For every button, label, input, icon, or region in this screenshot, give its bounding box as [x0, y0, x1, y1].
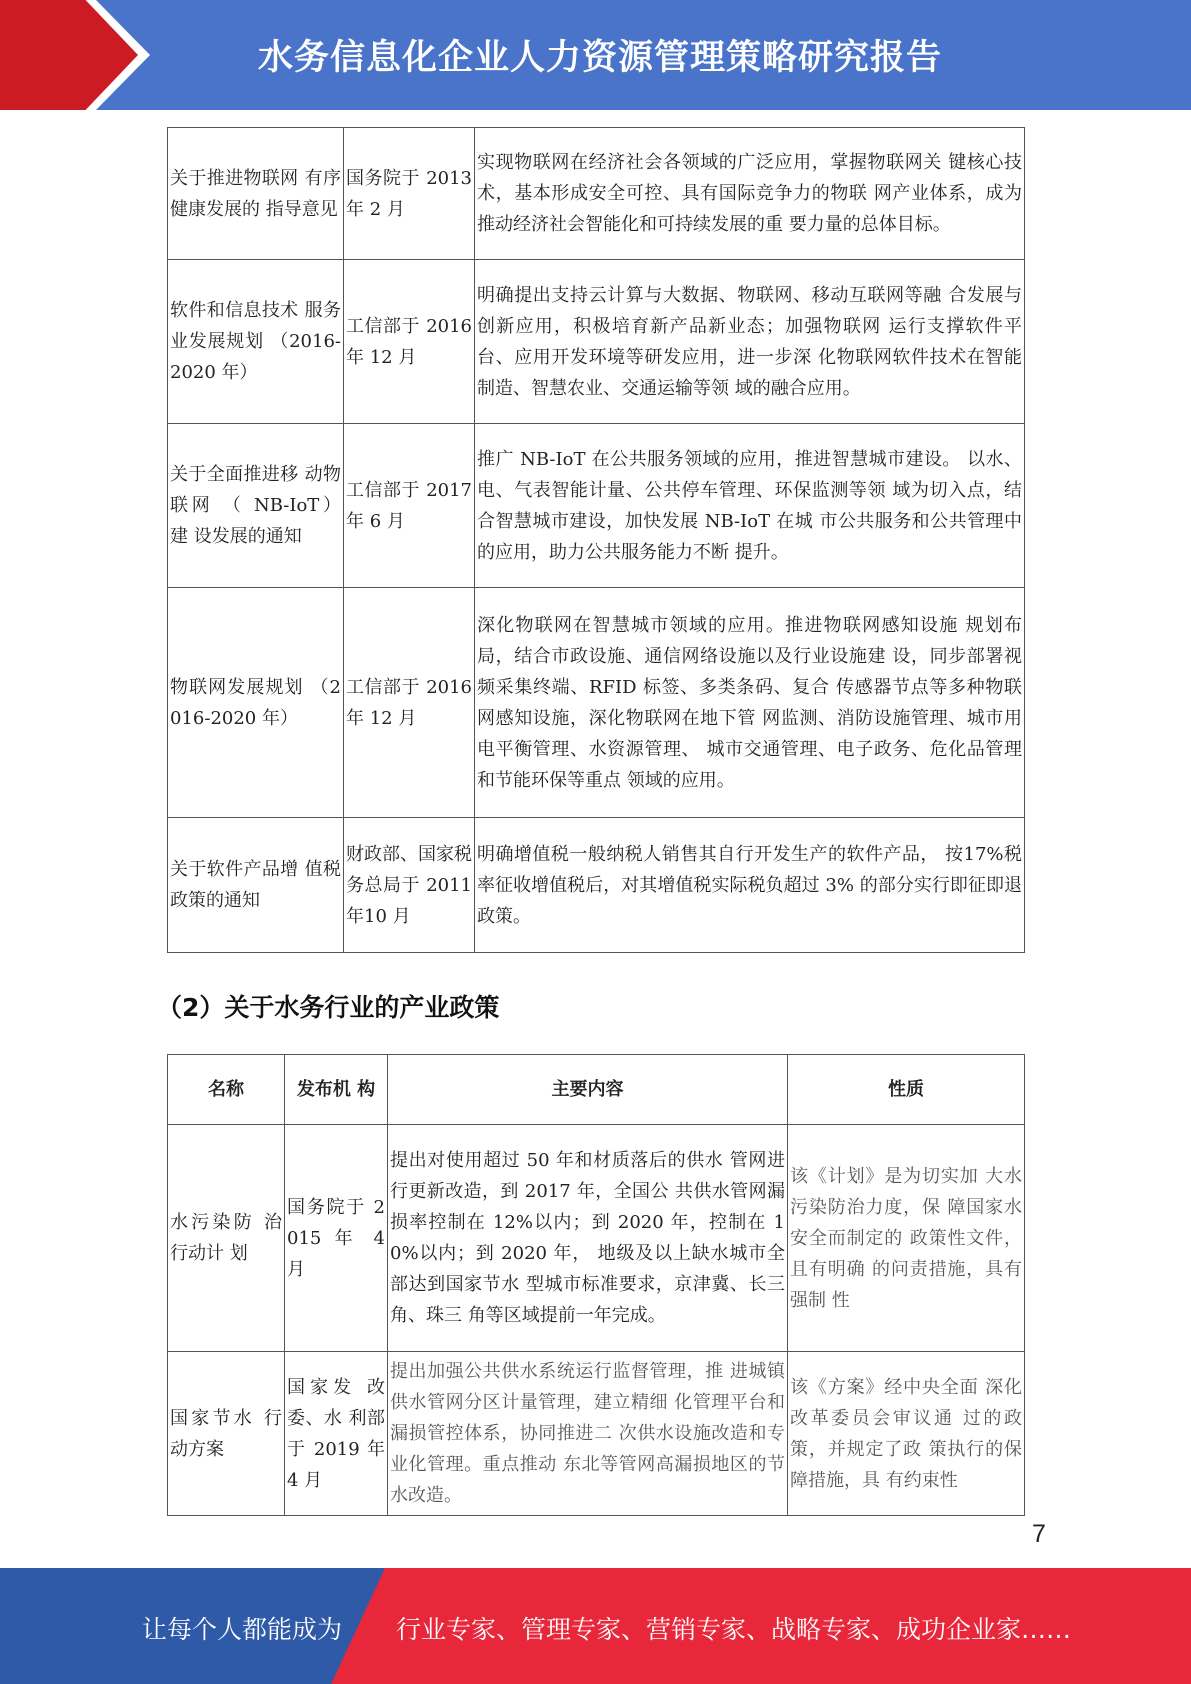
- policy-name: 物联网发展规划 （2016-2020 年）: [168, 588, 344, 818]
- page-number: 7: [1032, 1520, 1046, 1548]
- policy-name: 关于全面推进移 动物联网 （ NB-IoT） 建 设发展的通知: [168, 424, 344, 588]
- policy-nature: 该《计划》是为切实加 大水污染防治力度，保 障国家水安全而制定的 政策性文件，且有明确 的问责措施，具有强制 性: [788, 1125, 1025, 1352]
- policy-content: 明确增值税一般纳税人销售其自行开发生产的软件产品， 按17%税率征收增值税后，对其增值税实际税负超过 3% 的部分实行即征即退政策。: [475, 818, 1025, 953]
- policy-issuer: 国务院于 2013 年 2 月: [344, 128, 475, 260]
- policy-issuer: 财政部、国家税务总局于 2011 年10 月: [344, 818, 475, 953]
- table-row: [168, 424, 1025, 588]
- footer-slogan-right: 行业专家、管理专家、营销专家、战略专家、成功企业家……: [396, 1615, 1072, 1644]
- policy-table-2: [167, 1054, 1025, 1516]
- column-header-name: 名称: [168, 1055, 285, 1125]
- policy-content: 提出加强公共供水系统运行监督管理，推 进城镇供水管网分区计量管理，建立精细 化管理平台和漏损管控体系，协同推进二 次供水设施改造和专业化管理。重点推动 东北等管网高漏损地区的节水改造。: [388, 1352, 788, 1516]
- report-title: 水务信息化企业人力资源管理策略研究报告: [258, 38, 943, 78]
- table-row: [168, 588, 1025, 818]
- header-arrow-logo: [0, 0, 138, 110]
- table-header-row: [168, 1055, 1025, 1125]
- policy-content: 实现物联网在经济社会各领域的广泛应用，掌握物联网关 键核心技术，基本形成安全可控、具有国际竞争力的物联 网产业体系，成为推动经济社会智能化和可持续发展的重 要力量的总体目标。: [475, 128, 1025, 260]
- table-row: [168, 260, 1025, 424]
- table-row: [168, 128, 1025, 260]
- policy-content: 提出对使用超过 50 年和材质落后的供水 管网进行更新改造，到 2017 年，全国公 共供水管网漏损率控制在 12%以内；到 2020 年，控制在 10%以内；到 2020 年， 地级及以上缺水城市全部达到国家节水 型城市标准要求，京津冀、长三角、珠三 角等区域提前一年完成。: [388, 1125, 788, 1352]
- policy-content: 深化物联网在智慧城市领域的应用。推进物联网感知设施 规划布局，结合市政设施、通信网络设施以及行业设施建 设，同步部署视频采集终端、RFID 标签、多类条码、复合 传感器节点等多种物联网感知设施，深化物联网在地下管 网监测、消防设施管理、城市用电平衡管理、水资源管理、 城市交通管理、电子政务、危化品管理和节能环保等重点 领域的应用。: [475, 588, 1025, 818]
- policy-content: 明确提出支持云计算与大数据、物联网、移动互联网等融 合发展与创新应用，积极培育新产品新业态；加强物联网 运行支撑软件平台、应用开发环境等研发应用，进一步深 化物联网软件技术在智能制造、智慧农业、交通运输等领 域的融合应用。: [475, 260, 1025, 424]
- policy-content: 推广 NB-IoT 在公共服务领域的应用，推进智慧城市建设。 以水、电、气表智能计量、公共停车管理、环保监测等领 域为切入点，结合智慧城市建设，加快发展 NB-IoT 在城 市公共服务和公共管理中的应用，助力公共服务能力不断 提升。: [475, 424, 1025, 588]
- policy-issuer: 国家发 改委、水 利部于 2019 年 4 月: [285, 1352, 388, 1516]
- policy-issuer: 工信部于 2017 年 6 月: [344, 424, 475, 588]
- column-header-nature: 性质: [788, 1055, 1025, 1125]
- policy-name: 国家节水 行动方案: [168, 1352, 285, 1516]
- column-header-content: 主要内容: [388, 1055, 788, 1125]
- column-header-issuer: 发布机 构: [285, 1055, 388, 1125]
- page-footer: [0, 1568, 1191, 1684]
- section-heading: （2）关于水务行业的产业政策: [157, 993, 500, 1022]
- footer-slogan-left: 让每个人都能成为: [142, 1615, 343, 1644]
- policy-name: 水污染防 治行动计 划: [168, 1125, 285, 1352]
- policy-table-1: [167, 127, 1025, 953]
- policy-issuer: 工信部于 2016 年 12 月: [344, 260, 475, 424]
- table-row: [168, 818, 1025, 953]
- policy-issuer: 工信部于 2016 年 12 月: [344, 588, 475, 818]
- policy-issuer: 国务院于 2015 年 4 月: [285, 1125, 388, 1352]
- page-header: [0, 0, 1191, 110]
- policy-name: 关于软件产品增 值税政策的通知: [168, 818, 344, 953]
- table-row: [168, 1125, 1025, 1352]
- policy-nature: 该《方案》经中央全面 深化改革委员会审议通 过的政策，并规定了政 策执行的保障措施，具 有约束性: [788, 1352, 1025, 1516]
- policy-name: 关于推进物联网 有序健康发展的 指导意见: [168, 128, 344, 260]
- policy-name: 软件和信息技术 服务业发展规划 （2016-2020 年）: [168, 260, 344, 424]
- table-row: [168, 1352, 1025, 1516]
